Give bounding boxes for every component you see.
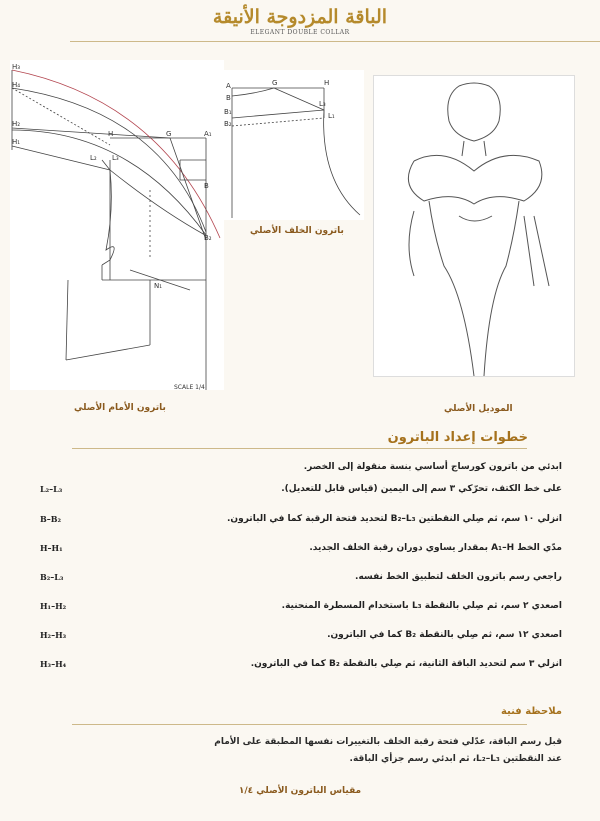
page-subtitle: ELEGANT DOUBLE COLLAR bbox=[250, 29, 350, 36]
footer-scale: مقياس الباترون الأصلي ١/٤ bbox=[238, 786, 362, 796]
step-4-text: راجعي رسم باترون الخلف لتطبيق الخط نفسه. bbox=[355, 572, 562, 582]
step-4-code: B₂–L₃ bbox=[40, 572, 64, 582]
step-2-text: انزلي ١٠ سم، ثم صِلي النقطتين B₂–L₃ لتحديد فتحة الرقبة كما في الباترون. bbox=[227, 514, 562, 524]
note-line-1: قبل رسم الباقة، عدّلي فتحة رقبة الخلف بالتغييرات نفسها المطبقة على الأمام bbox=[214, 737, 562, 747]
back-label-g: G bbox=[272, 79, 278, 87]
label-h2: H₂ bbox=[12, 120, 21, 128]
page-title: الباقة المزدوجة الأنيقة bbox=[212, 6, 388, 28]
model-sketch bbox=[373, 75, 575, 377]
back-pattern-draft bbox=[224, 70, 364, 220]
back-label-h: H bbox=[324, 79, 330, 87]
back-label-a: A bbox=[226, 82, 231, 90]
label-h4: H₄ bbox=[12, 81, 21, 89]
back-label-b1: B₁ bbox=[224, 108, 232, 116]
step-1-code: L₂–L₃ bbox=[40, 484, 63, 494]
header-divider bbox=[70, 41, 600, 42]
step-6-text: اصعدي ١٢ سم، ثم صِلي بالنقطة B₂ كما في الباترون. bbox=[327, 630, 562, 640]
label-h1: H₁ bbox=[12, 138, 21, 146]
step-3-code: H–H₁ bbox=[40, 543, 63, 553]
step-6-code: H₂–H₃ bbox=[40, 630, 67, 640]
back-label-b: B bbox=[226, 94, 231, 102]
front-caption: باترون الأمام الأصلي bbox=[74, 403, 166, 413]
step-7-text: انزلي ٣ سم لتحديد الباقة الثانية، ثم صِلي بالنقطة B₂ كما في الباترون. bbox=[250, 659, 562, 669]
note-title: ملاحظة فنية bbox=[500, 706, 562, 717]
step-3-text: مدّي الخط A₁–H بمقدار يساوي دوران رقبة الخلف الجديد. bbox=[309, 543, 562, 553]
label-l2: L₂ bbox=[90, 154, 97, 162]
back-label-l3: L₃ bbox=[319, 100, 326, 108]
label-a1: A₁ bbox=[204, 130, 212, 138]
label-n1: N₁ bbox=[154, 282, 163, 290]
label-b: B bbox=[204, 182, 209, 190]
label-l3: L₃ bbox=[112, 154, 119, 162]
step-5-code: H₁–H₂ bbox=[40, 601, 67, 611]
label-g: G bbox=[166, 130, 172, 138]
step-5-text: اصعدي ٢ سم، ثم صِلي بالنقطة L₃ باستخدام المسطرة المنحنية. bbox=[281, 601, 562, 611]
back-pattern-svg bbox=[224, 70, 364, 220]
model-caption: الموديل الأصلي bbox=[444, 404, 513, 414]
back-caption: باترون الخلف الأصلي bbox=[250, 226, 344, 236]
note-line-2: عند النقطتين L₂–L₃، ثم ابدئي رسم جزأي الباقة. bbox=[349, 754, 562, 764]
label-h3: H₃ bbox=[12, 63, 21, 71]
label-b2: B₂ bbox=[204, 234, 212, 242]
front-pattern-svg bbox=[10, 60, 224, 390]
scale-label: SCALE 1/4 bbox=[174, 384, 205, 390]
note-divider bbox=[72, 724, 527, 725]
back-label-l1: L₁ bbox=[328, 112, 335, 120]
front-pattern-draft bbox=[10, 60, 224, 390]
step-0-text: ابدئي من باترون كورساج أساسي بنسة منقولة إلى الخصر. bbox=[303, 462, 562, 472]
steps-section-title: خطوات إعداد الباترون bbox=[387, 430, 528, 445]
model-sketch-svg bbox=[374, 76, 574, 376]
label-h: H bbox=[108, 130, 114, 138]
step-7-code: H₃–H₄ bbox=[40, 659, 67, 669]
steps-title-divider bbox=[72, 448, 527, 449]
step-1-text: على خط الكتف، تحرّكي ٣ سم إلى اليمين (قياس قابل للتعديل). bbox=[281, 484, 562, 494]
step-2-code: B–B₂ bbox=[40, 514, 62, 524]
back-label-b2: B₂ bbox=[224, 120, 232, 128]
